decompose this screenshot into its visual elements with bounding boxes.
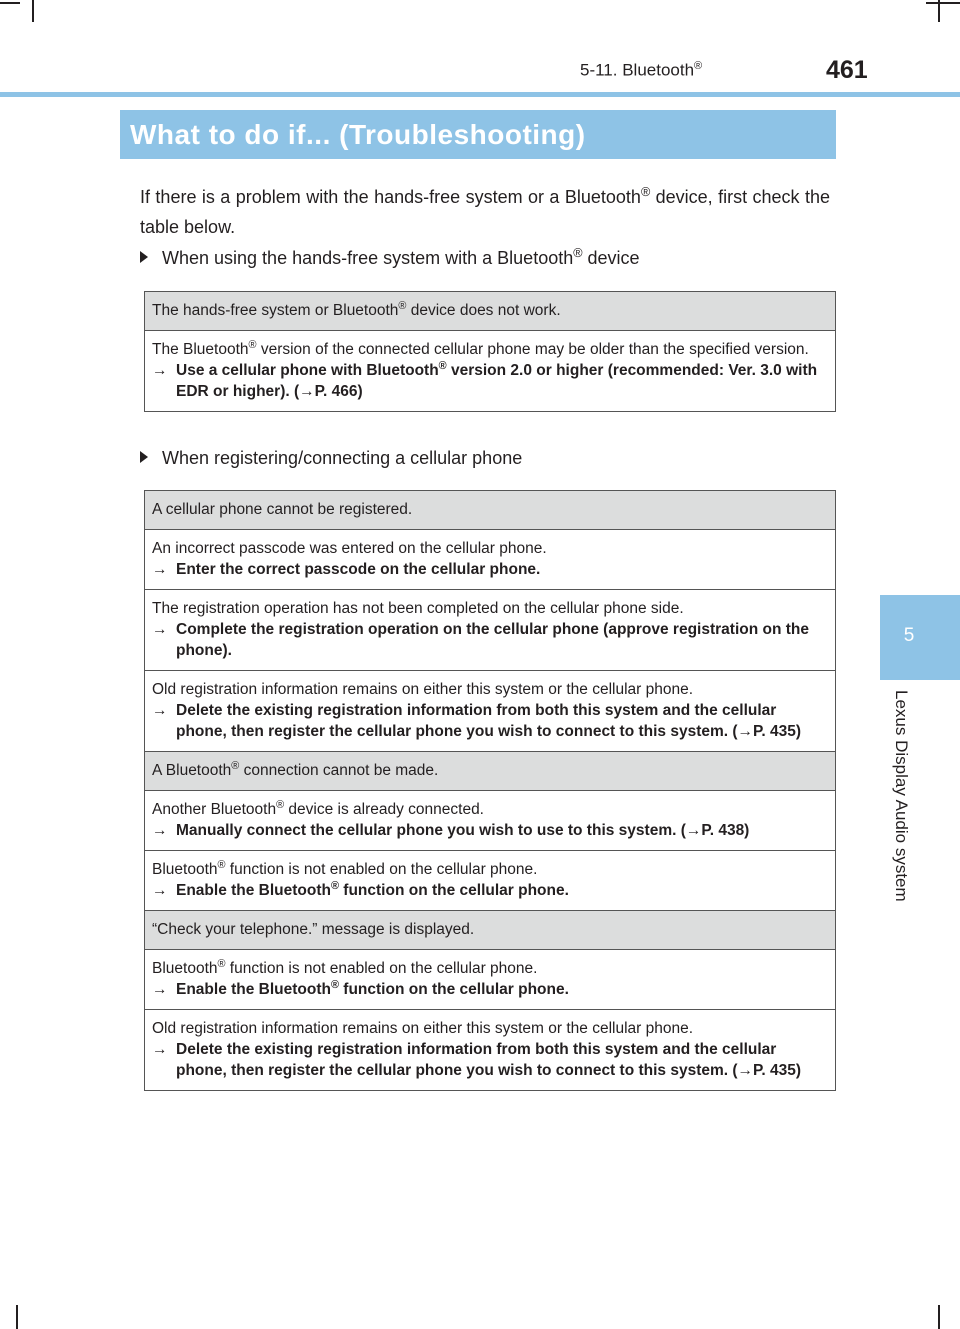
table-row <box>145 1010 836 1091</box>
cause-cell <box>145 590 836 671</box>
remedy-text: → Delete the existing registration information from both this system and the cellular phone, then register the cellular phone you wish to connect to this system. (→P. 435) <box>152 1041 802 1079</box>
problem-cell: The hands-free system or Bluetooth® device does not work. <box>145 292 836 331</box>
page-number: 461 <box>826 56 868 84</box>
chapter-tab-number: 5 <box>903 625 915 646</box>
cause-cell <box>145 1010 836 1091</box>
subheading-registering: When registering/connecting a cellular phone <box>140 448 522 469</box>
cause-cell <box>145 851 836 911</box>
table-row <box>145 950 836 1010</box>
arrow-icon: → <box>152 882 168 899</box>
table-row <box>145 491 836 530</box>
header-rule <box>0 92 960 97</box>
cause-text: An incorrect passcode was entered on the cellular phone. <box>152 540 547 557</box>
running-head: 5-11. Bluetooth® <box>580 60 703 80</box>
arrow-icon: → <box>152 702 168 719</box>
arrow-icon: → <box>152 981 168 998</box>
problem-cell: A Bluetooth® connection cannot be made. <box>145 752 836 791</box>
subheading-handsfree: When using the hands-free system with a Bluetooth® device <box>140 248 640 269</box>
cause-cell <box>145 671 836 752</box>
crop-mark <box>926 2 960 4</box>
remedy-text: → Delete the existing registration information from both this system and the cellular phone, then register the cellular phone you wish to connect to this system. (→P. 435) <box>152 702 802 740</box>
cause-cell <box>145 530 836 590</box>
table-row <box>145 671 836 752</box>
table-row <box>145 752 836 791</box>
cause-text: Bluetooth® function is not enabled on the cellular phone. <box>152 957 538 977</box>
cause-text: Bluetooth® function is not enabled on the cellular phone. <box>152 858 538 878</box>
arrow-icon: → <box>152 822 168 839</box>
arrow-icon: → <box>152 621 168 638</box>
table-row <box>145 590 836 671</box>
remedy-text: → Enable the Bluetooth® function on the cellular phone. <box>152 879 569 899</box>
chapter-tab-label: Lexus Display Audio system <box>892 690 911 902</box>
table-row <box>145 331 836 412</box>
problem-cell: “Check your telephone.” message is displayed. <box>145 911 836 950</box>
cause-cell <box>145 950 836 1010</box>
crop-mark <box>938 0 940 22</box>
cause-cell <box>145 791 836 851</box>
cause-text: The Bluetooth® version of the connected cellular phone may be older than the specified version. <box>152 338 809 358</box>
table-row <box>145 851 836 911</box>
problem-cell: A cellular phone cannot be registered. <box>145 491 836 530</box>
triangle-bullet-icon <box>140 451 148 463</box>
cause-cell <box>145 331 836 412</box>
remedy-text: → Enter the correct passcode on the cellular phone. <box>152 561 541 578</box>
cause-text: Another Bluetooth® device is already connected. <box>152 798 484 818</box>
table-row <box>145 911 836 950</box>
cause-text: The registration operation has not been completed on the cellular phone side. <box>152 600 684 617</box>
cause-text: Old registration information remains on either this system or the cellular phone. <box>152 1020 694 1037</box>
table-row <box>145 791 836 851</box>
crop-mark <box>32 0 34 22</box>
intro-paragraph: If there is a problem with the hands-free system or a Bluetooth® device, first check the table below. <box>140 185 830 237</box>
remedy-text: → Enable the Bluetooth® function on the cellular phone. <box>152 978 569 998</box>
crop-mark <box>16 1305 18 1329</box>
remedy-text: → Manually connect the cellular phone you wish to use to this system. (→P. 438) <box>152 822 750 839</box>
cause-text: Old registration information remains on either this system or the cellular phone. <box>152 681 694 698</box>
remedy-text: → Complete the registration operation on the cellular phone (approve registration on the phone). <box>152 621 809 659</box>
table-row <box>145 530 836 590</box>
crop-mark <box>938 1305 940 1329</box>
triangle-bullet-icon <box>140 251 148 263</box>
arrow-icon: → <box>152 362 168 379</box>
troubleshooting-table-handsfree <box>144 291 836 412</box>
section-title: What to do if... (Troubleshooting) <box>120 110 836 159</box>
remedy-text: → Use a cellular phone with Bluetooth® version 2.0 or higher (recommended: Ver. 3.0 with EDR or higher). (→P. 466) <box>152 359 818 400</box>
chapter-tab <box>880 595 960 680</box>
troubleshooting-table-registering <box>144 490 836 1091</box>
table-row <box>145 292 836 331</box>
arrow-icon: → <box>152 1041 168 1058</box>
arrow-icon: → <box>152 561 168 578</box>
crop-mark <box>0 2 20 4</box>
